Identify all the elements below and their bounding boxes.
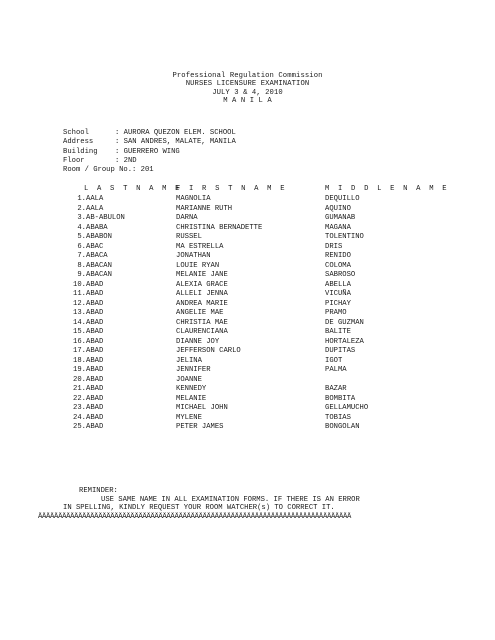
middle-name: PRAMO: [325, 309, 347, 317]
row-number: 13.: [73, 309, 86, 317]
first-name: JOANNE: [176, 375, 202, 384]
list-item: [0, 224, 495, 234]
floor-value: : 2ND: [115, 156, 137, 165]
row-number: 8.: [77, 261, 86, 270]
first-name: DIANNE JOY: [176, 337, 220, 346]
list-item: [0, 290, 495, 300]
middle-name: DEQUILLO: [325, 195, 360, 203]
reminder-title: REMINDER:: [79, 487, 118, 495]
last-name: ABAD: [86, 328, 104, 336]
middle-name: DUPITAS: [325, 347, 356, 355]
row-number: 17.: [73, 347, 86, 355]
info-room: [63, 166, 236, 175]
middle-name: DRIS: [325, 242, 343, 251]
list-item: [0, 357, 495, 367]
first-name: MARIANNE RUTH: [176, 204, 233, 213]
middle-name: MAGANA: [325, 223, 351, 232]
info-building: [63, 148, 236, 157]
list-item: [0, 347, 495, 357]
row-number: 11.: [73, 290, 86, 298]
list-item: [0, 262, 495, 272]
first-name: CHRISTINA BERNADETTE: [176, 223, 263, 232]
building-value: : GUERRERO WING: [115, 147, 180, 156]
middle-name: PALMA: [325, 366, 347, 374]
list-item: [0, 366, 495, 376]
first-name: ALLELI JENNA: [176, 290, 228, 298]
last-name: ABAD: [86, 375, 104, 384]
row-number: 18.: [73, 356, 86, 365]
first-name: MAGNOLIA: [176, 195, 211, 203]
list-item: [0, 233, 495, 243]
last-name: ABACAN: [86, 261, 112, 270]
middle-name: GUMANAB: [325, 214, 356, 222]
middle-name: PICHAY: [325, 299, 351, 308]
reminder-line-3: ÄÄÄÄÄÄÄÄÄÄÄÄÄÄÄÄÄÄÄÄÄÄÄÄÄÄÄÄÄÄÄÄÄÄÄÄÄÄÄÄÄÄÄÄÄÄÄÄÄÄÄÄÄÄÄÄÄÄÄÄÄÄÄÄÄÄÄÄÄÄÄÄÄÄÄÄÄÄ: [38, 512, 352, 521]
last-name: ABAD: [86, 309, 104, 317]
middle-name: HORTALEZA: [325, 337, 364, 346]
list-item: [0, 214, 495, 224]
last-name: ABAD: [86, 366, 104, 374]
first-name: MA ESTRELLA: [176, 242, 224, 251]
middle-name: VICUÑA: [325, 290, 351, 298]
middle-name: SABROSO: [325, 271, 356, 279]
last-name: AALA: [86, 204, 104, 213]
list-item: [0, 300, 495, 310]
school-value: : AURORA QUEZON ELEM. SCHOOL: [115, 129, 236, 137]
room-label: Room / Group No.: [63, 166, 133, 175]
header-city: M A N I L A: [223, 97, 272, 106]
last-name: ABAD: [86, 423, 104, 431]
last-name: AB-ABULON: [86, 214, 125, 222]
school-label: School: [63, 129, 89, 137]
row-number: 1.: [77, 195, 86, 203]
list-item: [0, 328, 495, 338]
first-name: JEFFERSON CARLO: [176, 347, 241, 355]
last-name: ABAD: [86, 299, 104, 308]
floor-label: Floor: [63, 156, 85, 165]
reminder-line-1: USE SAME NAME IN ALL EXAMINATION FORMS. IF THERE IS AN ERROR: [101, 495, 360, 504]
info-floor: [63, 157, 236, 166]
first-name: JONATHAN: [176, 252, 211, 260]
first-name: MELANIE: [176, 394, 207, 403]
reminder-line-2: IN SPELLING, KINDLY REQUEST YOUR ROOM WATCHER(s) TO CORRECT IT.: [63, 504, 335, 512]
row-number: 22.: [73, 394, 86, 403]
last-name: ABAD: [86, 280, 104, 289]
header-exam-title: NURSES LICENSURE EXAMINATION: [185, 80, 310, 89]
row-number: 5.: [77, 233, 86, 241]
first-name: RUSSEL: [176, 233, 202, 241]
first-name: ALEXIA GRACE: [176, 280, 228, 289]
row-number: 7.: [77, 252, 86, 260]
info-school: [63, 129, 236, 138]
row-number: 21.: [73, 385, 86, 393]
first-name: MELANIE JANE: [176, 271, 228, 279]
list-item: [0, 395, 495, 405]
last-name: ABAD: [86, 347, 104, 355]
list-item: [0, 195, 495, 205]
first-name: DARNA: [176, 214, 198, 222]
list-item: [0, 423, 495, 433]
row-number: 2.: [77, 204, 86, 213]
row-number: 23.: [73, 404, 86, 412]
column-header-first: F I R S T N A M E: [176, 185, 287, 193]
last-name: ABAD: [86, 385, 104, 393]
middle-name: COLOMA: [325, 261, 351, 270]
row-number: 12.: [73, 299, 86, 308]
list-item: [0, 205, 495, 215]
last-name: ABAD: [86, 356, 104, 365]
middle-name: ABELLA: [325, 280, 351, 289]
info-address: [63, 138, 236, 147]
address-label: Address: [63, 138, 94, 147]
row-number: 19.: [73, 366, 86, 374]
first-name: CLAURENCIANA: [176, 328, 228, 336]
middle-name: BALITE: [325, 328, 351, 336]
column-headers: [84, 185, 454, 195]
venue-info: [63, 129, 236, 175]
last-name: ABAD: [86, 413, 104, 422]
column-header-last: L A S T N A M E: [84, 185, 182, 193]
list-item: [0, 271, 495, 281]
building-label: Building: [63, 147, 98, 156]
address-value: : SAN ANDRES, MALATE, MANILA: [115, 138, 236, 147]
document-header: [0, 72, 495, 106]
row-number: 9.: [77, 271, 86, 279]
reminder-block: [0, 487, 495, 521]
first-name: CHRISTIA MAE: [176, 318, 228, 327]
last-name: ABAD: [86, 318, 104, 327]
first-name: JELINA: [176, 356, 202, 365]
first-name: MICHAEL JOHN: [176, 404, 228, 412]
first-name: KENNEDY: [176, 385, 207, 393]
list-item: [0, 243, 495, 253]
row-number: 3.: [77, 214, 86, 222]
row-number: 16.: [73, 337, 86, 346]
first-name: MYLENE: [176, 413, 202, 422]
list-item: [0, 414, 495, 424]
last-name: ABAD: [86, 290, 104, 298]
last-name: ABAD: [86, 404, 104, 412]
middle-name: BOMBITA: [325, 394, 356, 403]
list-item: [0, 376, 495, 386]
row-number: 20.: [73, 375, 86, 384]
first-name: LOUIE RYAN: [176, 261, 220, 270]
middle-name: DE GUZMAN: [325, 318, 364, 327]
column-header-middle: M I D D L E N A M E: [325, 185, 449, 193]
list-item: [0, 252, 495, 262]
room-value: : 201: [132, 166, 154, 175]
first-name: ANGELIE MAE: [176, 309, 224, 317]
middle-name: AQUINO: [325, 204, 351, 213]
middle-name: BONGOLAN: [325, 423, 360, 431]
list-item: [0, 309, 495, 319]
row-number: 14.: [73, 318, 86, 327]
list-item: [0, 281, 495, 291]
row-number: 24.: [73, 413, 86, 422]
first-name: PETER JAMES: [176, 423, 224, 431]
last-name: ABAD: [86, 337, 104, 346]
list-item: [0, 385, 495, 395]
row-number: 4.: [77, 223, 86, 232]
last-name: ABABA: [86, 223, 108, 232]
list-item: [0, 338, 495, 348]
last-name: ABABON: [86, 233, 112, 241]
last-name: AALA: [86, 195, 104, 203]
last-name: ABACA: [86, 252, 108, 260]
last-name: ABAC: [86, 242, 104, 251]
last-name: ABAD: [86, 394, 104, 403]
middle-name: TOLENTINO: [325, 233, 364, 241]
first-name: JENNIFER: [176, 366, 211, 374]
header-exam-date: JULY 3 & 4, 2010: [212, 88, 283, 97]
first-name: ANDREA MARIE: [176, 299, 228, 308]
last-name: ABACAN: [86, 271, 112, 279]
middle-name: BAZAR: [325, 385, 347, 393]
row-number: 10.: [73, 280, 86, 289]
header-commission: Professional Regulation Commission: [172, 72, 323, 80]
list-item: [0, 319, 495, 329]
row-number: 25.: [73, 423, 86, 431]
row-number: 6.: [77, 242, 86, 251]
middle-name: TOBIAS: [325, 413, 351, 422]
middle-name: IGOT: [325, 356, 343, 365]
middle-name: RENIDO: [325, 252, 351, 260]
middle-name: GELLAMUCHO: [325, 404, 369, 412]
examinee-list: [0, 195, 495, 433]
list-item: [0, 404, 495, 414]
row-number: 15.: [73, 328, 86, 336]
